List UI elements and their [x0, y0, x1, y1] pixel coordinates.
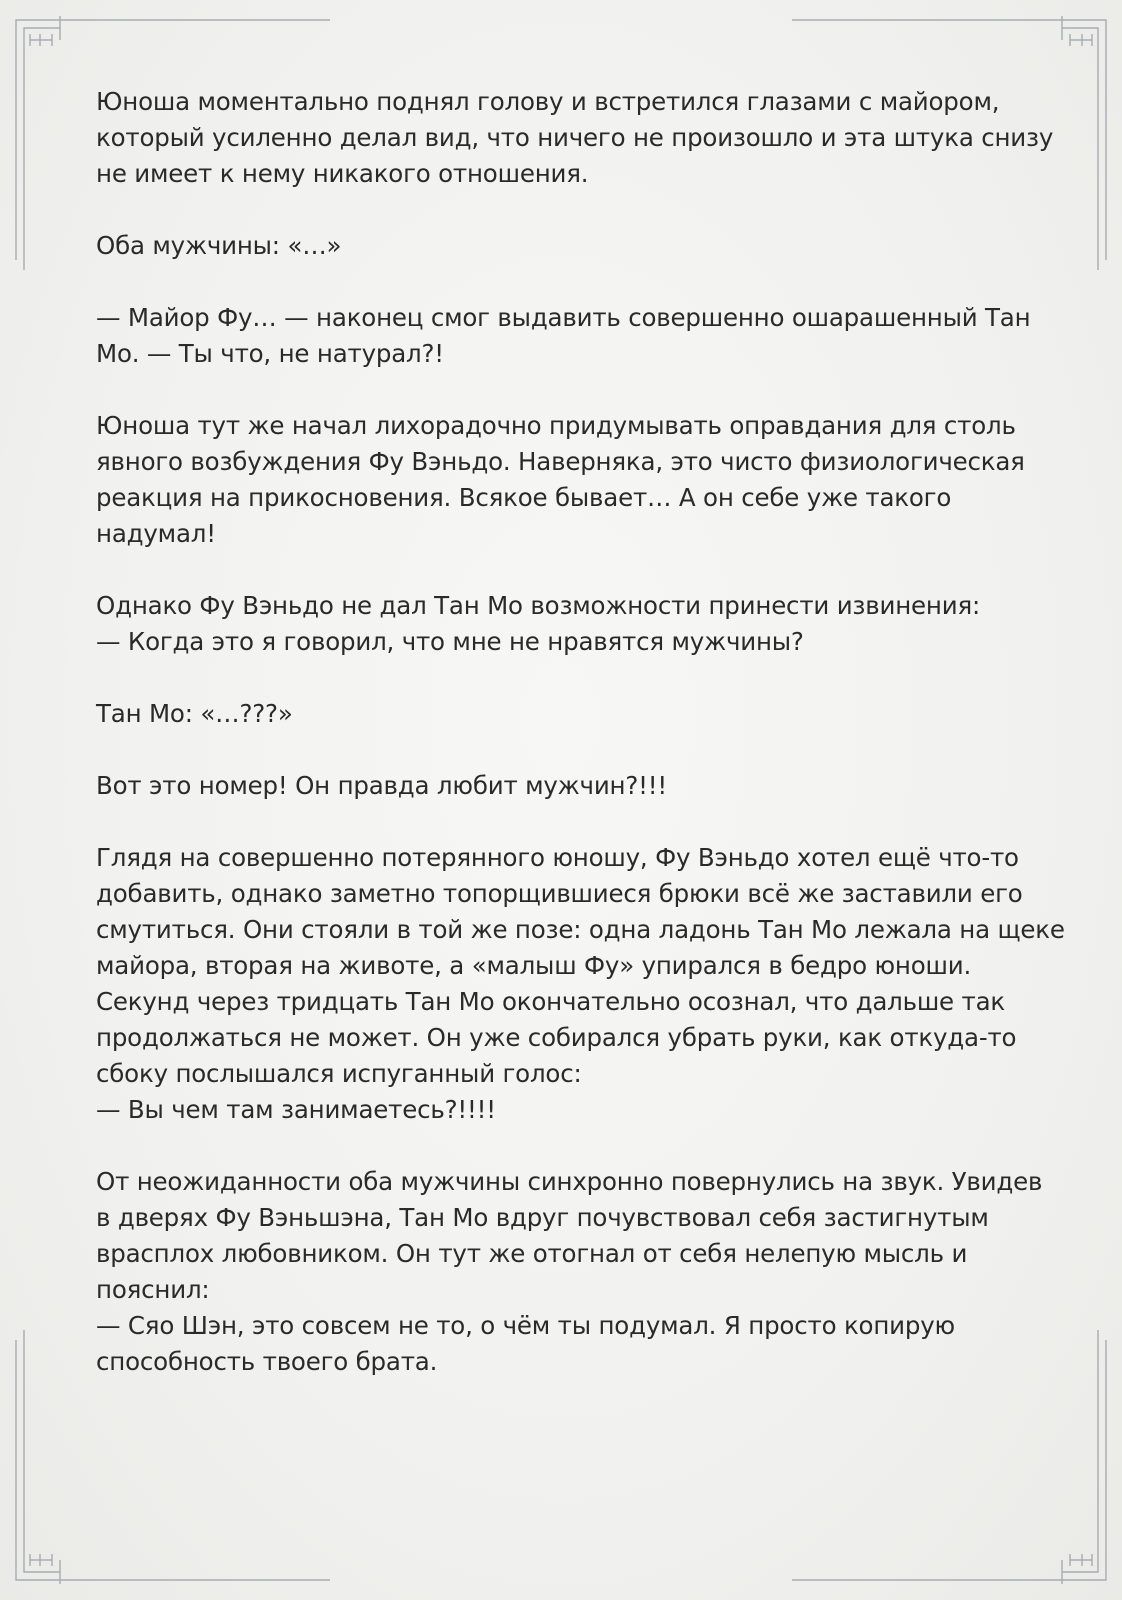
text-line: Мо. — Ты что, не натурал?!	[96, 339, 444, 368]
paragraph	[96, 84, 1054, 192]
paragraph	[96, 768, 1026, 804]
text-line: пояснил:	[96, 1275, 210, 1304]
text-line: — Вы чем там занимаетесь?!!!!	[96, 1095, 496, 1124]
text-line: продолжаться не может. Он уже собирался убрать руки, как откуда-то	[96, 1023, 1017, 1052]
text-line: Однако Фу Вэньдо не дал Тан Мо возможности принести извинения:	[96, 591, 981, 620]
text-line: — Сяо Шэн, это совсем не то, о чём ты подумал. Я просто копирую	[96, 1311, 955, 1340]
text-line: не имеет к нему никакого отношения.	[96, 159, 589, 188]
paragraph	[96, 840, 1065, 1128]
text-line: добавить, однако заметно топорщившиеся брюки всё же заставили его	[96, 879, 1023, 908]
chapter-text	[96, 84, 1065, 1416]
text-line: Юноша тут же начал лихорадочно придумывать оправдания для столь	[96, 411, 1016, 440]
text-line: Секунд через тридцать Тан Мо окончательно осознал, что дальше так	[96, 987, 1005, 1016]
paragraph	[96, 1164, 1043, 1380]
paragraph	[96, 408, 1026, 552]
text-line: сбоку послышался испуганный голос:	[96, 1059, 582, 1088]
text-line: Юноша моментально поднял голову и встретился глазами с майором,	[96, 87, 1000, 116]
paragraph	[96, 588, 1026, 660]
paragraph	[96, 696, 1026, 732]
text-line: Глядя на совершенно потерянного юношу, Фу Вэньдо хотел ещё что-то	[96, 843, 1019, 872]
text-line: который усиленно делал вид, что ничего не произошло и эта штука снизу	[96, 123, 1054, 152]
text-line: в дверях Фу Вэньшэна, Тан Мо вдруг почувствовал себя застигнутым	[96, 1203, 989, 1232]
text-line: — Когда это я говорил, что мне не нравятся мужчины?	[96, 627, 804, 656]
text-line: Оба мужчины: «…»	[96, 231, 342, 260]
text-line: надумал!	[96, 519, 216, 548]
paragraph	[96, 228, 1026, 264]
text-line: способность твоего брата.	[96, 1347, 438, 1376]
text-line: От неожиданности оба мужчины синхронно повернулись на звук. Увидев	[96, 1167, 1043, 1196]
text-line: врасплох любовником. Он тут же отогнал от себя нелепую мысль и	[96, 1239, 968, 1268]
text-line: смутиться. Они стояли в той же позе: одна ладонь Тан Мо лежала на щеке	[96, 915, 1065, 944]
text-line: Тан Мо: «…???»	[96, 699, 293, 728]
text-line: реакция на прикосновения. Всякое бывает… А он себе уже такого	[96, 483, 952, 512]
text-line: Вот это номер! Он правда любит мужчин?!!!	[96, 771, 668, 800]
text-line: майора, вторая на животе, а «малыш Фу» упирался в бедро юноши.	[96, 951, 972, 980]
text-line: — Майор Фу… — наконец смог выдавить совершенно ошарашенный Тан	[96, 303, 1031, 332]
text-line: явного возбуждения Фу Вэньдо. Наверняка, это чисто физиологическая	[96, 447, 1025, 476]
paragraph	[96, 300, 1031, 372]
